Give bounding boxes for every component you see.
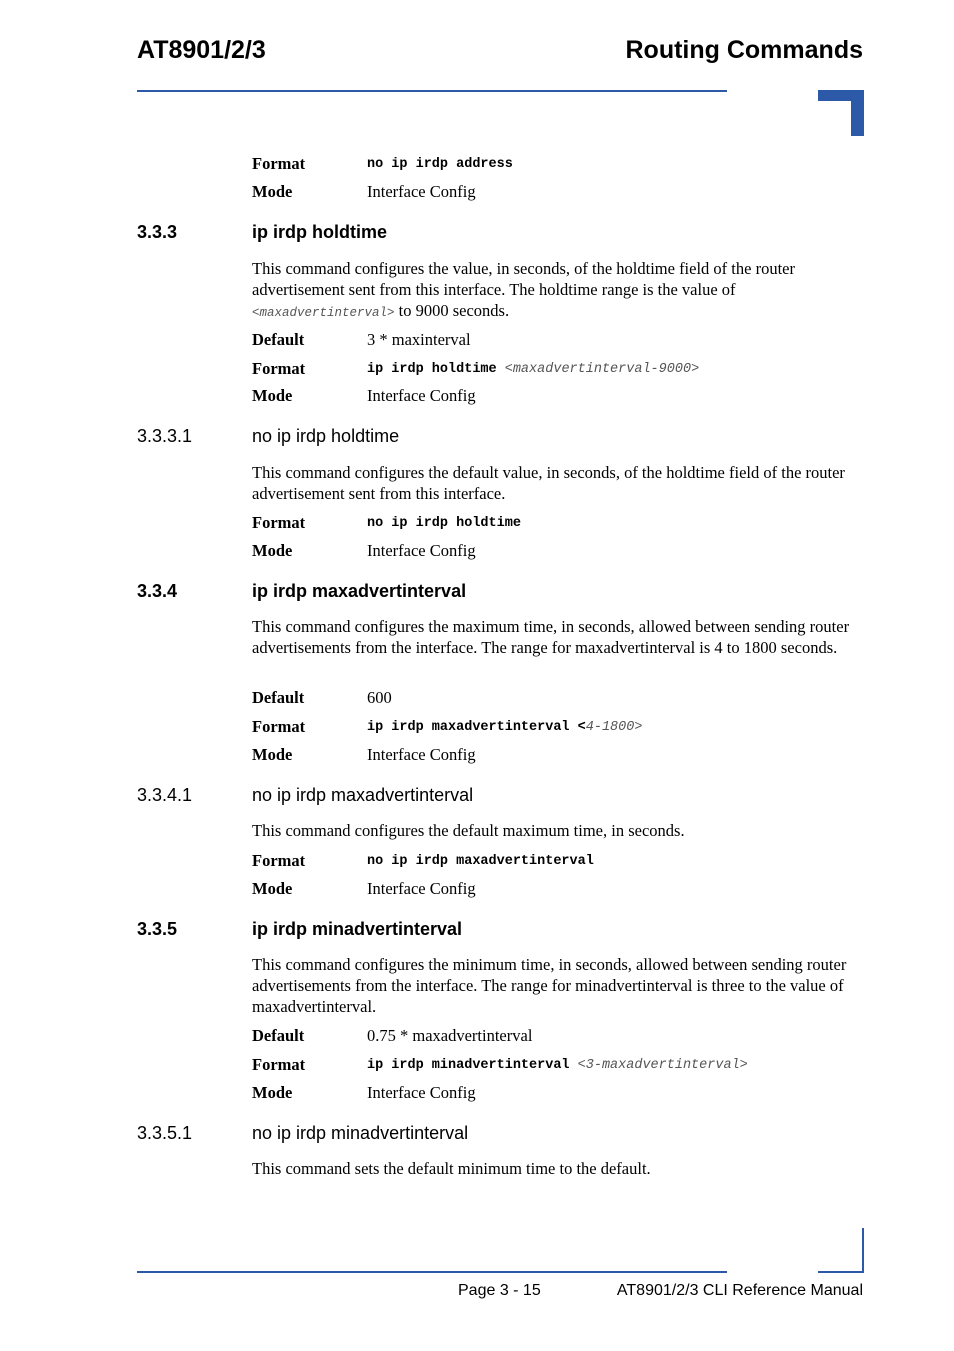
section-title: ip irdp holdtime [252, 222, 387, 242]
mode-label: Mode [252, 745, 293, 764]
section-number: 3.3.5.1 [137, 1123, 193, 1143]
format-label: Format [252, 1055, 306, 1074]
command-text: ip irdp minadvertinterval [367, 1058, 578, 1073]
section-description: This command configures the maximum time, in seconds, allowed between sending router advertisements from the interface. The range for maxadvertinterval is 4 to 1800 seconds. [252, 617, 850, 657]
default-label: Default [252, 330, 305, 349]
mode-value: Interface Config [367, 1083, 476, 1102]
mode-value: Interface Config [367, 182, 476, 201]
format-label: Format [252, 154, 306, 173]
description-text: This command configures the value, in seconds, of the holdtime field of the router advertisement sent from this interface. The holdtime range is the value of [252, 259, 795, 299]
mode-label: Mode [252, 386, 293, 405]
format-command: no ip irdp address [367, 157, 513, 172]
command-argument: <maxadvertinterval-9000> [504, 362, 700, 377]
section-title: no ip irdp holdtime [252, 426, 400, 446]
mode-value: Interface Config [367, 745, 476, 764]
format-command: no ip irdp holdtime [367, 516, 521, 531]
default-value: 0.75 * maxadvertinterval [367, 1026, 533, 1045]
mode-label: Mode [252, 182, 293, 201]
format-command [367, 1058, 748, 1073]
section-title: no ip irdp minadvertinterval [252, 1123, 469, 1143]
section-number: 3.3.3.1 [137, 426, 193, 446]
mode-value: Interface Config [367, 386, 476, 405]
command-text: ip irdp holdtime [367, 362, 505, 377]
command-text: ip irdp maxadvertinterval < [367, 720, 586, 735]
section-title: ip irdp minadvertinterval [252, 919, 463, 939]
section-description: This command configures the default maximum time, in seconds. [252, 821, 685, 840]
format-command [367, 720, 642, 735]
footer-corner-mark [862, 1228, 864, 1272]
section-number: 3.3.3 [137, 222, 178, 242]
format-label: Format [252, 717, 306, 736]
format-label: Format [252, 359, 306, 378]
header-product: AT8901/2/3 [137, 36, 266, 64]
header-corner-mark-vertical [851, 90, 864, 136]
default-value: 3 * maxinterval [367, 330, 471, 349]
footer-corner-rule [818, 1271, 864, 1273]
header-rule [137, 90, 727, 92]
default-value: 600 [367, 688, 392, 707]
footer-manual-title: AT8901/2/3 CLI Reference Manual [616, 1282, 863, 1299]
format-label: Format [252, 851, 306, 870]
default-label: Default [252, 1026, 305, 1045]
command-argument: 4-1800> [585, 720, 643, 735]
section-description [252, 258, 864, 324]
section-title: no ip irdp maxadvertinterval [252, 785, 474, 805]
section-number: 3.3.4.1 [137, 785, 193, 805]
footer-rule [137, 1271, 727, 1273]
command-argument: <3-maxadvertinterval> [577, 1058, 748, 1073]
header-chapter: Routing Commands [625, 36, 863, 64]
format-command [367, 362, 699, 377]
section-description: This command configures the minimum time, in seconds, allowed between sending router advertisements from the interface. The range for minadvertinterval is three to the value of maxadvertinterval. [252, 955, 847, 1016]
mode-label: Mode [252, 1083, 293, 1102]
section-description: This command sets the default minimum time to the default. [252, 1159, 651, 1178]
placeholder-parameter: <maxadvertinterval> [252, 306, 395, 320]
footer-page-number: Page 3 - 15 [458, 1282, 541, 1299]
default-label: Default [252, 688, 305, 707]
section-title: ip irdp maxadvertinterval [252, 581, 467, 601]
section-number: 3.3.4 [137, 581, 178, 601]
section-number: 3.3.5 [137, 919, 178, 939]
description-text-end: to 9000 seconds. [394, 301, 510, 320]
mode-value: Interface Config [367, 879, 476, 898]
mode-label: Mode [252, 541, 293, 560]
mode-value: Interface Config [367, 541, 476, 560]
format-label: Format [252, 513, 306, 532]
mode-label: Mode [252, 879, 293, 898]
format-command: no ip irdp maxadvertinterval [367, 854, 594, 869]
section-description: This command configures the default value, in seconds, of the holdtime field of the router advertisement sent from this interface. [252, 463, 845, 503]
